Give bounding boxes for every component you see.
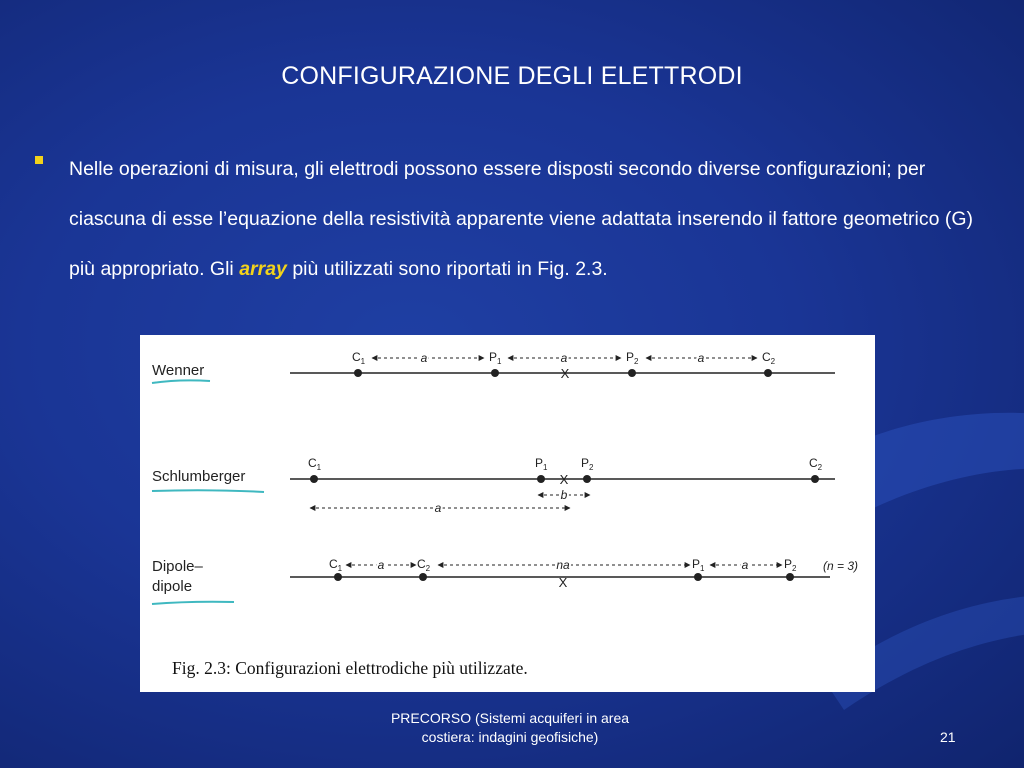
dipole-electrode-p1 — [694, 573, 702, 581]
schlumberger-p1-label: $P_1$ — [535, 456, 548, 472]
schlumberger-electrode-p2 — [583, 475, 591, 483]
wenner-a-label-2: a — [560, 351, 568, 365]
figure-caption: Fig. 2.3: Configurazioni elettrodiche più utilizzate. — [172, 658, 528, 678]
wenner-electrode-p2 — [628, 369, 636, 377]
page-number: 21 — [940, 729, 956, 745]
wenner-center-mark: X — [560, 366, 570, 381]
wenner-p2-label: $P_2$ — [626, 350, 639, 366]
wenner-label: Wenner — [152, 362, 205, 379]
dipole-underline — [152, 602, 234, 604]
bullet-text-after: più utilizzati sono riportati in Fig. 2.3. — [286, 258, 608, 280]
wenner-c2-label: $C_2$ — [762, 350, 776, 366]
dipole-a-label-1: a — [377, 558, 385, 572]
schlumberger-p2-label: $P_2$ — [581, 456, 594, 472]
dipole-center-mark: X — [558, 575, 568, 590]
slide-title: CONFIGURAZIONE DEGLI ELETTRODI — [281, 62, 743, 90]
dipole-label-line1: Dipole– — [152, 558, 203, 575]
dipole-p1-label: $P_1$ — [692, 557, 705, 573]
bullet-text — [69, 144, 980, 294]
dipole-a-label-2: a — [741, 558, 749, 572]
footer-line-2: costiera: indagini geofisiche) — [421, 729, 599, 745]
footer-line-1: PRECORSO (Sistemi acquiferi in area — [390, 710, 630, 726]
dipole-electrode-p2 — [786, 573, 794, 581]
bullet-item — [30, 144, 980, 294]
electrode-diagram — [140, 335, 875, 692]
wenner-p1-label: $P_1$ — [489, 350, 502, 366]
wenner-electrode-c1 — [354, 369, 362, 377]
dipole-electrode-c1 — [334, 573, 342, 581]
schlumberger-center-mark: X — [559, 472, 569, 487]
schlumberger-electrode-p1 — [537, 475, 545, 483]
wenner-electrode-c2 — [764, 369, 772, 377]
wenner-c1-label: $C_1$ — [352, 350, 366, 366]
schlumberger-electrode-c2 — [811, 475, 819, 483]
schlumberger-c2-label: $C_2$ — [809, 456, 823, 472]
wenner-a-label-1: a — [420, 351, 428, 365]
wenner-underline — [152, 380, 210, 383]
dipole-p2-label: $P_2$ — [784, 557, 797, 573]
dipole-n-note: (n = 3) — [823, 559, 859, 573]
dipole-electrode-c2 — [419, 573, 427, 581]
bullet-emphasis: array — [239, 258, 287, 280]
dipole-na-label: na — [556, 558, 570, 572]
bullet-text-before: Nelle operazioni di misura, gli elettrodi possono essere disposti secondo diverse configurazioni; per ciascuna di esse l’equazione della resistività apparente viene adattata inserendo il fattore geometrico (G) più appropriato. Gli — [69, 158, 974, 280]
dipole-c2-label: $C_2$ — [417, 557, 431, 573]
schlumberger-underline — [152, 490, 264, 492]
dipole-dipole-array — [152, 557, 858, 604]
footer-text — [340, 709, 680, 747]
dipole-c1-label: $C_1$ — [329, 557, 343, 573]
bullet-square-icon — [35, 156, 43, 164]
wenner-electrode-p1 — [491, 369, 499, 377]
electrode-figure — [140, 335, 875, 692]
dipole-label-line2: dipole — [152, 578, 193, 595]
schlumberger-electrode-c1 — [310, 475, 318, 483]
wenner-a-label-3: a — [697, 351, 705, 365]
schlumberger-c1-label: $C_1$ — [308, 456, 322, 472]
schlumberger-array — [152, 456, 835, 515]
wenner-array — [152, 350, 835, 383]
schlumberger-a-label: a — [434, 501, 442, 515]
schlumberger-b-label: b — [560, 488, 568, 502]
schlumberger-label: Schlumberger — [152, 468, 246, 485]
